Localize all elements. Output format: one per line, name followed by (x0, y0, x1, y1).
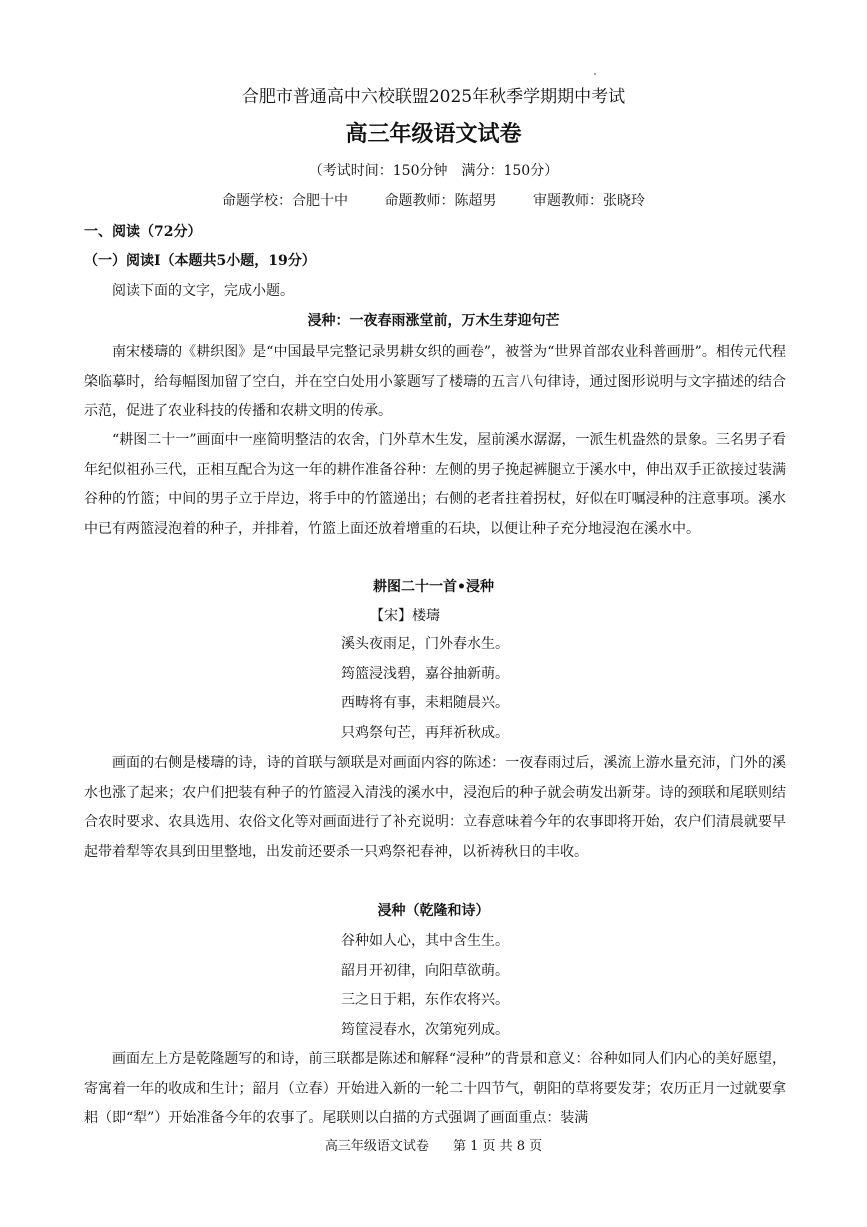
poem1-lines (341, 630, 509, 748)
poem-line: 筠筐浸春水，次第宛列成。 (341, 1021, 509, 1038)
poem-line: 筠篮浸浅碧，嘉谷抽新萌。 (341, 665, 509, 682)
poem-line: 西畴将有事，耒耜随晨兴。 (341, 695, 509, 711)
poem-line: 只鸡祭句芒，再拜祈秋成。 (341, 724, 509, 741)
article-paragraph-3: 画面的右侧是楼璹的诗，诗的首联与颔联是对画面内容的陈述：一夜春雨过后，溪流上游水量充沛，门外的溪水也涨了起来；农户们把装有种子的竹篮浸入清浅的溪水中，浸泡后的种子就会萌发出新芽。诗的颈联和尾联则结合农时要求、农具选用、农俗文化等对画面进行了补充说明：立春意味着今年的农事即将开始，农户们清晨就要早起带着犁等农具到田里整地，出发前还要杀一只鸡祭祀春神，以祈祷秋日的丰收。 (84, 755, 786, 860)
poem1-author: 【宋】楼璹 (370, 608, 440, 624)
footer-page-info: 第 1 页 共 8 页 (452, 1139, 543, 1154)
poem-line: 谷种如人心，其中含生生。 (341, 933, 509, 949)
exam-info: （考试时间：150分钟 满分：150分） (308, 163, 559, 179)
poem2-title: 浸种（乾隆和诗） (377, 903, 490, 919)
instruction-text: 阅读下面的文字，完成小题。 (112, 283, 294, 299)
page-footer (0, 1137, 867, 1157)
school-label: 命题学校：合肥十中 (222, 193, 349, 209)
poem-line: 韶月开初律，向阳草欲萌。 (341, 962, 509, 979)
scan-speck (594, 73, 596, 75)
exam-title: 合肥市普通高中六校联盟2025年秋季学期期中考试 (241, 87, 626, 107)
poem1-title: 耕图二十一首•浸种 (373, 579, 494, 595)
poem2-lines (341, 927, 509, 1045)
subsection-heading: （一）阅读Ⅰ（本题共5小题，19分） (84, 253, 316, 269)
section-heading: 一、阅读（72分） (84, 224, 202, 240)
footer-doc-name: 高三年级语文试卷 (324, 1139, 429, 1154)
setter-label: 命题教师：陈超男 (384, 193, 497, 209)
article-paragraph-4: 画面左上方是乾隆题写的和诗，前三联都是陈述和解释“浸种”的背景和意义：谷种如同人们内心的美好愿望，寄寓着一年的收成和生计；韶月（立春）开始进入新的一轮二十四节气，朝阳的草将要发芽；农历正月一过就要拿耜（即“犁”）开始准备今年的农事了。尾联则以白描的方式强调了画面重点：装满 (84, 1051, 786, 1126)
article-paragraph-2: “耕图二十一”画面中一座简明整洁的农舍，门外草木生发，屋前溪水潺潺，一派生机盎然的景象。三名男子看年纪似祖孙三代，正相互配合为这一年的耕作准备谷种：左侧的男子挽起裤腿立于溪水中，伸出双手正欲接过装满谷种的竹篮；中间的男子立于岸边，将手中的竹篮递出；右侧的老者拄着拐杖，好似在叮嘱浸种的注意事项。溪水中已有两篮浸泡着的种子，并排着，竹篮上面还放着增重的石块，以便让种子充分地浸泡在溪水中。 (84, 432, 786, 537)
paper-title: 高三年级语文试卷 (345, 121, 522, 147)
poem-line: 三之日于耜，东作农将兴。 (341, 992, 509, 1008)
reviewer-label: 审题教师：张晓玲 (532, 193, 645, 209)
paper-creators (0, 190, 867, 212)
poem-line: 溪头夜雨足，门外春水生。 (341, 636, 509, 652)
article-paragraph-1: 南宋楼璹的《耕织图》是“中国最早完整记录男耕女织的画卷”，被誉为“世界首部农业科普画册”。相传元代程棨临摹时，给每幅图加留了空白，并在空白处用小篆题写了楼璹的五言八句律诗，通过图形说明与文字描述的结合示范，促进了农业科技的传播和农耕文明的传承。 (84, 344, 786, 419)
article-title: 浸种：一夜春雨涨堂前，万木生芽迎句芒 (307, 313, 560, 329)
